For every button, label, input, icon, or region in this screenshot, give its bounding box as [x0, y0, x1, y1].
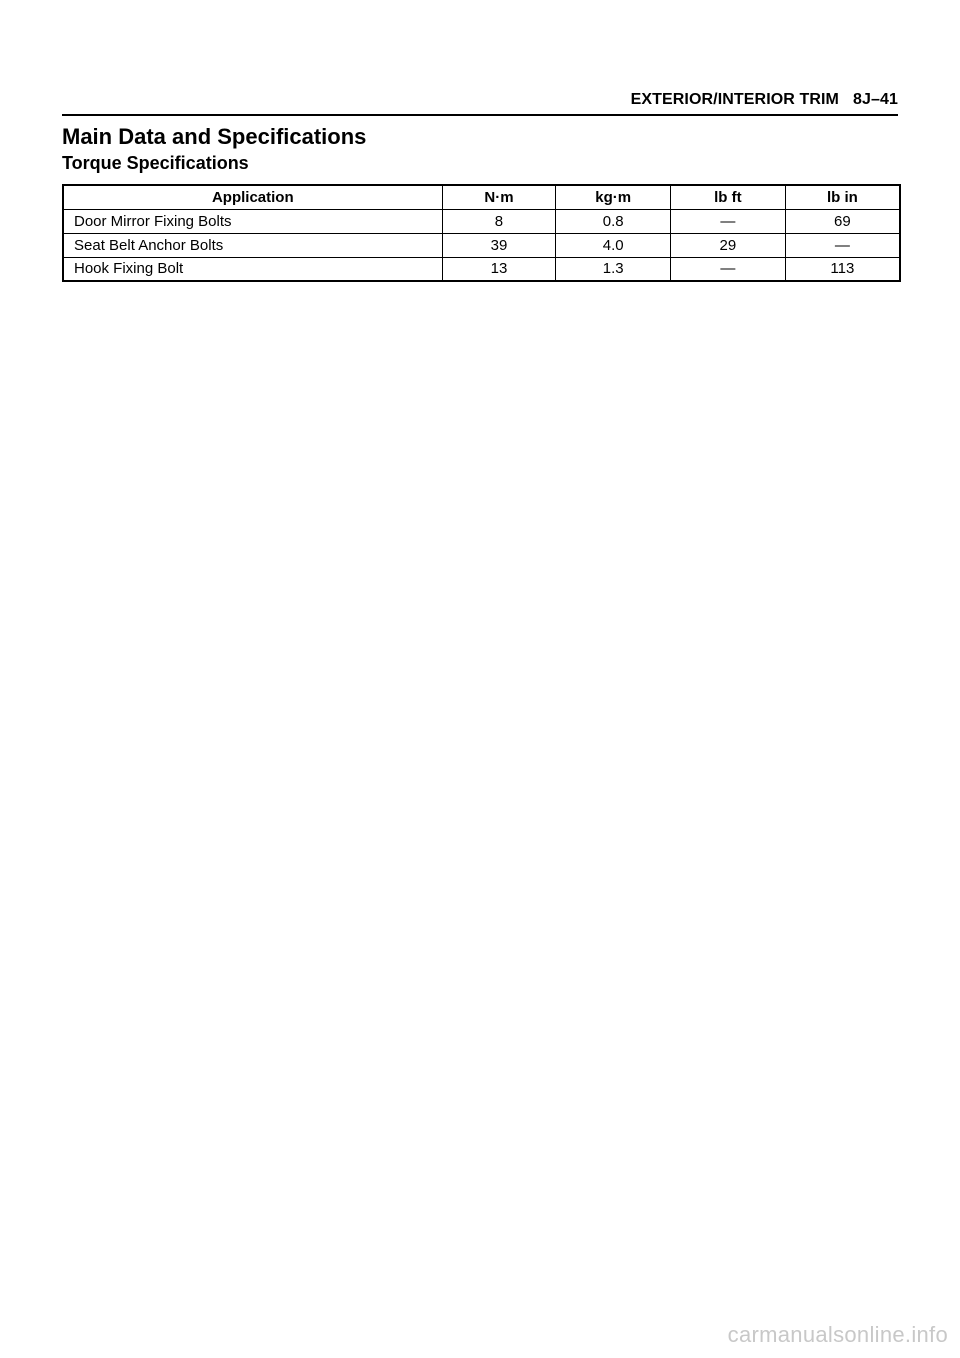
section-subtitle: Torque Specifications: [62, 153, 249, 173]
table-cell-kgm: 0.8: [556, 209, 671, 233]
table-cell-nm: 39: [442, 233, 556, 257]
table-cell-kgm: 4.0: [556, 233, 671, 257]
table-row: [63, 233, 900, 257]
header-page-number: 8J–41: [853, 91, 898, 108]
column-header-nm: N·m: [442, 185, 556, 209]
column-header-lbft: lb ft: [671, 185, 786, 209]
header-title: [631, 91, 898, 109]
header-section-name: EXTERIOR/INTERIOR TRIM: [630, 91, 839, 108]
column-header-application: Application: [63, 185, 442, 209]
table-cell-application: Hook Fixing Bolt: [63, 257, 442, 281]
table-cell-lbft: —: [671, 257, 786, 281]
table-cell-nm: 13: [442, 257, 556, 281]
table-cell-lbin: 69: [785, 209, 900, 233]
table-header-row: [63, 185, 900, 209]
torque-spec-table: [62, 184, 901, 282]
table-cell-lbin: 113: [785, 257, 900, 281]
table-cell-lbft: 29: [671, 233, 786, 257]
table-cell-application: Door Mirror Fixing Bolts: [63, 209, 442, 233]
table-cell-kgm: 1.3: [556, 257, 671, 281]
column-header-kgm: kg·m: [556, 185, 671, 209]
table-cell-lbin: —: [785, 233, 900, 257]
column-header-lbin: lb in: [785, 185, 900, 209]
page-title: Main Data and Specifications: [62, 124, 367, 149]
table-row: [63, 209, 900, 233]
table-row: [63, 257, 900, 281]
page-header: [62, 90, 898, 116]
watermark-text: carmanualsonline.info: [727, 1322, 948, 1347]
table-cell-lbft: —: [671, 209, 786, 233]
table-cell-application: Seat Belt Anchor Bolts: [63, 233, 442, 257]
table-cell-nm: 8: [442, 209, 556, 233]
